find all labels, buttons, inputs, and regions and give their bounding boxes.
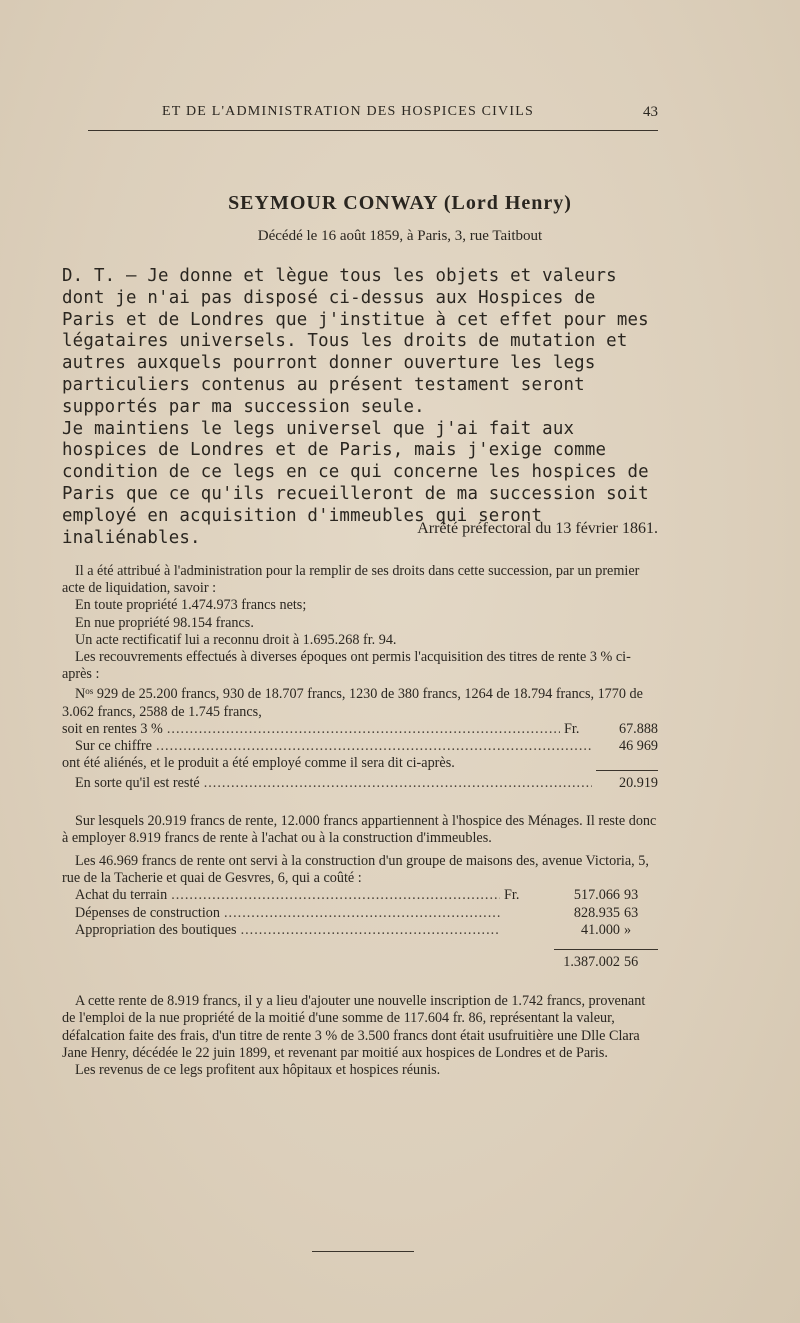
closing-paragraph: A cette rente de 8.919 francs, il y a lieu d'ajouter une nouvelle inscription de 1.742 francs, provenant de l'emploi de la nue propriété de la moitié d'une somme de 117.604 fr. 86, représentant la valeur, défalcation faite des frais, d'un titre de rente 3 % de 3.500 francs dont était usufruitière une Dlle Clara Jane Henry, décédée le 22 juin 1899, et revenant par moitié aux hospices de Londres et de Paris. xyxy=(62,993,646,1061)
death-line: Décédé le 16 août 1859, à Paris, 3, rue Taitbout xyxy=(257,228,543,244)
will-paragraph: D. T. — Je donne et lègue tous les objets et valeurs dont je n'ai pas disposé ci-dessus aux Hospices de Paris et de Londres que j'institue à cet effet pour mes légataires universels. Tous les droits de mutation et autres auxquels pourront donner ouverture les legs particuliers contenus au présent testament seront supportés par ma succession seule. xyxy=(62,266,649,417)
reste-amount: 20.919 xyxy=(618,775,658,792)
running-title: ET DE L'ADMINISTRATION DES HOSPICES CIVILS xyxy=(162,104,534,119)
rentes-amount: 67.888 xyxy=(618,720,658,737)
administration-section xyxy=(62,563,658,1079)
arrete-line: Arrêté préfectoral du 13 février 1861. xyxy=(417,520,658,537)
property-line: En nue propriété 98.154 francs. xyxy=(75,614,254,631)
will-paragraph: Je maintiens le legs universel que j'ai fait aux hospices de Londres et de Paris, mais j'exige comme condition de ce legs en ce qui concerne les hospices de Paris que ce qu'ils recueilleront de ma succession soit employé en acquisition d'immeubles qui seront inaliénables. xyxy=(62,418,649,548)
entry-name: SEYMOUR CONWAY (Lord Henry) xyxy=(228,192,572,214)
recouvrements-paragraph: Les recouvrements effectués à diverses époques ont permis l'acquisition des titres de rente 3 % ci-après : xyxy=(62,649,631,683)
page-number: 43 xyxy=(643,104,658,120)
property-line: Un acte rectificatif lui a reconnu droit à 1.695.268 fr. 94. xyxy=(75,631,397,648)
sum-rule xyxy=(596,770,658,771)
reste-line: En sorte qu'il est resté ..... 20.919 xyxy=(62,775,658,792)
chiffre-line: Sur ce chiffre ..... 46 969 xyxy=(62,738,658,755)
rentes-line: soit en rentes 3 % ..... Fr. 67.888 xyxy=(62,721,658,738)
total-rule xyxy=(554,949,658,950)
running-head xyxy=(162,104,658,120)
groupe-paragraph: Les 46.969 francs de rente ont servi à la construction d'un groupe de maisons des, avenue Victoria, 5, rue de la Tacherie et quai de Gesvres, 6, qui a coûté : xyxy=(62,853,649,887)
numbers-paragraph: $N^{os}$ 929 de 25.200 francs, 930 de 18.707 francs, 1230 de 380 francs, 1264 de 18.794 francs, 1770 de 3.062 francs, 2588 de 1.745 francs, xyxy=(62,686,643,720)
cost-row: Dépenses de construction ..... 828.935 63 xyxy=(62,905,658,922)
property-line: En toute propriété 1.474.973 francs nets; xyxy=(75,597,307,614)
cost-row: Achat du terrain ..... Fr. 517.066 93 xyxy=(62,887,658,904)
intro-paragraph: Il a été attribué à l'administration pour la remplir de ses droits dans cette succession, par un premier acte de liquidation, savoir : xyxy=(62,563,640,597)
cost-table xyxy=(62,887,658,971)
header-rule xyxy=(88,130,658,131)
lesquels-paragraph: Sur lesquels 20.919 francs de rente, 12.000 francs appartiennent à l'hospice des Ménages. Il reste donc à employer 8.919 francs de rente à l'achat ou à la construction d'immeubles. xyxy=(62,812,657,846)
bottom-rule xyxy=(312,1251,414,1252)
closing-paragraph: Les revenus de ce legs profitent aux hôpitaux et hospices réunis. xyxy=(75,1062,441,1079)
cost-row: Appropriation des boutiques ..... 41.000 » xyxy=(62,922,658,939)
alienes-paragraph: ont été aliénés, et le produit a été employé comme il sera dit ci-après. xyxy=(62,755,455,772)
total-amount: 1.387.002 xyxy=(563,954,620,971)
will-text xyxy=(62,266,658,549)
cost-total: 1.387.002 56 xyxy=(62,954,658,971)
chiffre-amount: 46 969 xyxy=(618,738,658,755)
